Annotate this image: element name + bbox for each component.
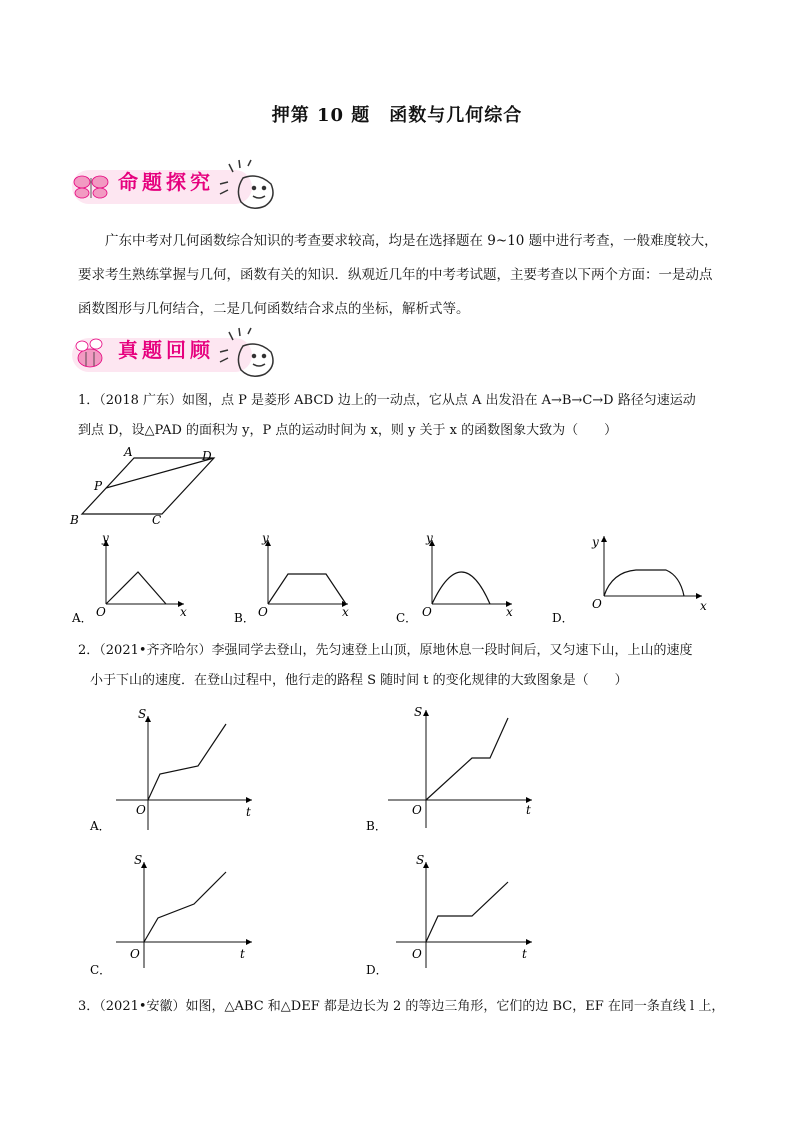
question-2-line1: 2．（2021•齐齐哈尔）李强同学去登山，先匀速登上山顶，原地休息一段时间后，又匀速下山，上山的速度 — [78, 643, 693, 658]
svg-text:y: y — [592, 535, 599, 549]
q2-graph-c — [86, 848, 266, 978]
svg-text:S: S — [138, 707, 147, 721]
butterfly-icon — [74, 176, 108, 198]
svg-text:O: O — [412, 947, 422, 961]
q1-option-c[interactable] — [392, 530, 522, 630]
svg-text:O: O — [592, 597, 602, 611]
svg-text:D．: D． — [552, 611, 574, 625]
svg-text:x: x — [180, 605, 187, 619]
svg-text:O: O — [96, 605, 106, 619]
section-heading-zhenti: 真题回顾 — [118, 338, 214, 362]
svg-text:O: O — [422, 605, 432, 619]
svg-text:x: x — [506, 605, 513, 619]
label-d: D — [202, 449, 212, 463]
question-2 — [78, 636, 738, 696]
q2-option-d[interactable] — [362, 848, 542, 978]
question-1-line2: 到点 D，设△PAD 的面积为 y，P 点的运动时间为 x，则 y 关于 x 的函数图象大致为（ ） — [78, 423, 618, 438]
label-a: A — [124, 445, 133, 459]
label-p: P — [94, 479, 103, 493]
svg-text:y: y — [102, 531, 109, 545]
q2-graph-b — [362, 700, 542, 840]
section-banner-2 — [68, 328, 288, 380]
question-1 — [78, 386, 738, 446]
svg-text:A．: A． — [72, 611, 93, 625]
section-heading-mingti: 命题探究 — [118, 170, 214, 194]
svg-text:t: t — [246, 805, 251, 819]
q2-option-a[interactable] — [86, 700, 266, 840]
q1-graph-a — [66, 530, 186, 630]
svg-text:A．: A． — [90, 819, 111, 833]
q1-graph-b — [230, 530, 360, 630]
svg-text:S: S — [416, 853, 425, 867]
question-3-line1: 3．（2021•安徽）如图，△ABC 和△DEF 都是边长为 2 的等边三角形，它们的边 BC，EF 在同一条直线 l 上， — [78, 999, 725, 1014]
q1-option-d[interactable] — [552, 530, 722, 630]
intro-paragraph: 广东中考对几何函数综合知识的考查要求较高，均是在选择题在 9~10 题中进行考查，一般难度较大，要求考生熟练掌握与几何，函数有关的知识．纵观近几年的中考考试题，主要考查以下两个方面：一是动点函数图形与几何结合，二是几何函数结合求点的坐标，解析式等。 — [78, 233, 718, 317]
question-2-line2: 小于下山的速度．在登山过程中，他行走的路程 S 随时间 t 的变化规律的大致图象是（ ） — [90, 673, 628, 688]
svg-text:B．: B． — [234, 611, 255, 625]
q2-option-c[interactable] — [86, 848, 266, 978]
svg-text:B．: B． — [366, 819, 387, 833]
q2-graph-d — [362, 848, 542, 978]
rhombus-figure — [66, 444, 226, 530]
segment-pd — [106, 458, 214, 488]
svg-text:y: y — [426, 531, 433, 545]
svg-text:y: y — [262, 531, 269, 545]
svg-text:C．: C． — [90, 963, 112, 977]
q1-graph-c — [392, 530, 522, 630]
svg-text:x: x — [700, 599, 707, 613]
svg-text:S: S — [414, 705, 423, 719]
svg-text:t: t — [526, 803, 531, 817]
question-1-line1: 1．（2018 广东）如图，点 P 是菱形 ABCD 边上的一动点，它从点 A 出发沿在 A→B→C→D 路径匀速运动 — [78, 393, 696, 408]
q2-graph-a — [86, 700, 266, 840]
svg-text:O: O — [130, 947, 140, 961]
svg-text:O: O — [412, 803, 422, 817]
svg-text:O: O — [136, 803, 146, 817]
svg-text:S: S — [134, 853, 143, 867]
q1-graph-d — [552, 530, 722, 630]
svg-text:x: x — [342, 605, 349, 619]
question-3 — [78, 992, 738, 1022]
label-b: B — [70, 513, 79, 527]
svg-text:t: t — [240, 947, 245, 961]
q1-option-b[interactable] — [230, 530, 360, 630]
svg-text:D．: D． — [366, 963, 388, 977]
q2-option-b[interactable] — [362, 700, 542, 840]
svg-text:C．: C． — [396, 611, 418, 625]
q1-option-a[interactable] — [66, 530, 186, 630]
section-banner-1 — [68, 160, 288, 212]
svg-text:t: t — [522, 947, 527, 961]
svg-text:O: O — [258, 605, 268, 619]
label-c: C — [152, 513, 162, 527]
page-title: 押第 10 题 函数与几何综合 — [271, 105, 523, 126]
